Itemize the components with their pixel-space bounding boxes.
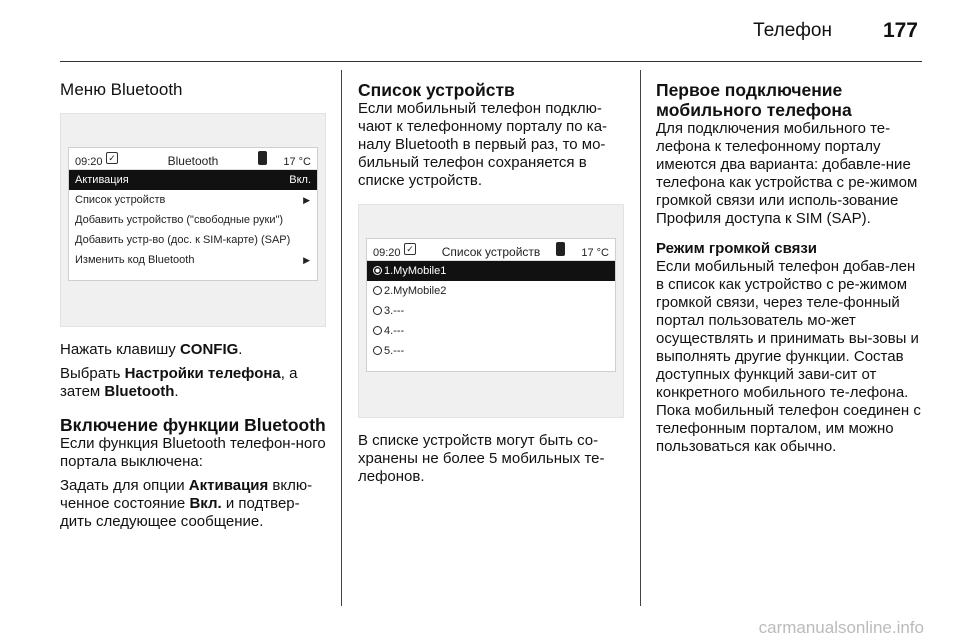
menu-item-device-list[interactable]: Список устройств ▶ — [69, 190, 317, 210]
paragraph-device-list-intro: Если мобильный телефон подклю-чают к телефонному порталу по ка-налу Bluetooth в первый раз, то мо-бильный телефон сохраняется в списке устройств. — [358, 100, 608, 189]
arrow-right-icon: ▶ — [303, 255, 310, 265]
device-item-3[interactable]: 3.--- — [367, 301, 615, 321]
menu-item-activation[interactable]: Активация Вкл. — [69, 170, 317, 190]
paragraph-activate: Задать для опции Активация вклю-ченное состояние Вкл. и подтвер-дить следующее сообщение. — [60, 477, 313, 530]
device-item-5[interactable]: 5.--- — [367, 341, 615, 361]
menu-item-add-sap[interactable]: Добавить устр-во (дос. к SIM-карте) (SAP) — [75, 234, 291, 246]
bluetooth-menu-figure — [60, 113, 326, 327]
column-3 — [656, 72, 922, 462]
phone-icon — [258, 151, 267, 165]
menu-item-add-handsfree[interactable]: Добавить устройство ("свободные руки") — [75, 214, 284, 226]
check-icon: ✓ — [106, 152, 118, 164]
column-divider-2 — [640, 70, 641, 606]
screen-status-bar — [69, 148, 317, 170]
activation-value: Вкл. — [289, 174, 311, 186]
paragraph-connection-options: Для подключения мобильного те-лефона к телефонному порталу имеются два варианта: добавле-ние телефона как устройства с ре-жимом громкой связи или исполь-зование Профиля доступа к SIM (SAP). — [656, 120, 918, 227]
menu-item-change-code[interactable]: Изменить код Bluetooth ▶ — [69, 250, 317, 270]
radio-icon — [373, 286, 382, 295]
device-list-figure — [358, 204, 624, 418]
device-item-4[interactable]: 4.--- — [367, 321, 615, 341]
handsfree-heading: Режим громкой связи — [656, 240, 818, 257]
screen-time: 09:20 — [373, 247, 401, 259]
radio-icon — [373, 326, 382, 335]
enable-bluetooth-heading: Включение функции Bluetooth — [60, 415, 326, 435]
column-divider-1 — [341, 70, 342, 606]
arrow-right-icon: ▶ — [303, 195, 310, 205]
page-title: Телефон — [753, 20, 832, 41]
watermark: carmanualsonline.info — [758, 618, 924, 637]
screen-temperature: 17 °C — [283, 156, 311, 168]
phone-icon — [556, 242, 565, 256]
page-header — [60, 0, 922, 62]
screen-title: Список устройств — [441, 245, 541, 259]
column-2 — [358, 72, 624, 492]
radio-icon — [373, 346, 382, 355]
bluetooth-menu-screen — [68, 147, 318, 281]
paragraph-device-limit: В списке устройств могут быть со-хранены не более 5 мобильных те-лефонов. — [358, 432, 605, 485]
radio-selected-icon — [373, 266, 382, 275]
first-connection-heading: Первое подключение мобильного телефона — [656, 80, 852, 120]
device-item-1[interactable]: 1.MyMobile1 — [367, 261, 615, 281]
column-1 — [60, 72, 326, 537]
device-list-screen — [366, 238, 616, 372]
bluetooth-menu-heading: Меню Bluetooth — [60, 80, 183, 99]
radio-icon — [373, 306, 382, 315]
check-icon: ✓ — [404, 243, 416, 255]
paragraph-config: Нажать клавишу CONFIG. — [60, 341, 243, 358]
page-number: 177 — [882, 19, 918, 42]
screen-title: Bluetooth — [167, 154, 219, 168]
screen-temperature: 17 °C — [581, 247, 609, 259]
device-item-2[interactable]: 2.MyMobile2 — [367, 281, 615, 301]
paragraph-bluetooth-off: Если функция Bluetooth телефон-ного портала выключена: — [60, 435, 326, 470]
device-list-heading: Список устройств — [358, 80, 515, 100]
screen-time: 09:20 — [75, 156, 103, 168]
paragraph-select-settings: Выбрать Настройки телефона, а затем Bluetooth. — [60, 365, 298, 400]
paragraph-handsfree: Если мобильный телефон добав-лен в список как устройство с ре-жимом громкой связи, через теле-фонный портал пользователь мо-жет осуществлять и принимать вы-зовы и выполнять другие функции. Состав доступных функций зави-сит от конкретного мобильного те-лефона. Пока мобильный телефон соединен с телефонным порталом, им можно пользоваться как обычно. — [656, 258, 921, 455]
screen-status-bar — [367, 239, 615, 261]
